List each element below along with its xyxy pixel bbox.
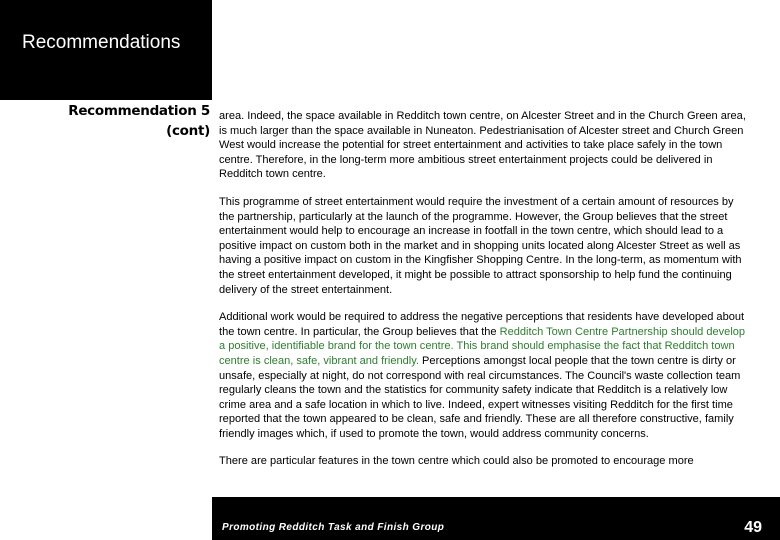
header-block	[0, 0, 212, 100]
paragraph-1: area. Indeed, the space available in Redditch town centre, on Alcester Street and in the Church Green area, is much larger than the space available in Nuneaton. Pedestrianisation of Alcester street and Church Green West would increase the potential for street entertainment and activities to take place safely in the town centre. Therefore, in the long-term more ambitious street entertainment projects could be delivered in Redditch town centre.	[219, 110, 746, 181]
recommendation-continued: (cont)	[166, 123, 210, 139]
recommendation-number: Recommendation 5	[68, 103, 210, 119]
highlighted-recommendation: Redditch Town Centre Partnership should develop a positive, identifiable brand for the town centre. This brand should emphasise the fact that Redditch town centre is clean, safe, vibrant and friendly.	[219, 325, 746, 367]
footer-bar	[212, 497, 780, 540]
paragraph-3-intro: Additional work would be required to address the negative perceptions that residents have developed about the town centre. In particular, the Group believes that the	[219, 311, 745, 338]
page-number: 49	[744, 519, 762, 536]
page-title: Recommendations	[22, 32, 181, 53]
footer-text: Promoting Redditch Task and Finish Group	[222, 522, 445, 533]
paragraph-3	[219, 310, 751, 441]
paragraph-4: There are particular features in the town centre which could also be promoted to encourage more	[219, 455, 694, 468]
recommendation-label	[68, 101, 210, 141]
paragraph-2: This programme of street entertainment would require the investment of a certain amount of resources by the partnership, particularly at the launch of the programme. However, the Group believes that the street entertainment would help to encourage an increase in footfall in the town centre, which should lead to a positive impact on custom both in the market and in shopping units located along Alcester Street as well as having a positive impact on custom in the Kingfisher Shopping Centre. In the long-term, as momentum with the street entertainment developed, it might be possible to attract sponsorship to help fund the continuing delivery of the street entertainment.	[219, 195, 742, 296]
body-text	[219, 109, 751, 482]
paragraph-3-rest: Perceptions amongst local people that the town centre is dirty or unsafe, especially at night, do not correspond with real circumstances. The Council's waste collection team regularly cleans the town and the statistics for community safety indicate that Redditch is a relatively low crime area and a safe location in which to live. Indeed, expert witnesses visiting Redditch for the first time reported that the town appeared to be clean, safe and friendly. These are all therefore constructive, family friendly images which, if used to promote the town, would address community concerns.	[219, 354, 741, 440]
